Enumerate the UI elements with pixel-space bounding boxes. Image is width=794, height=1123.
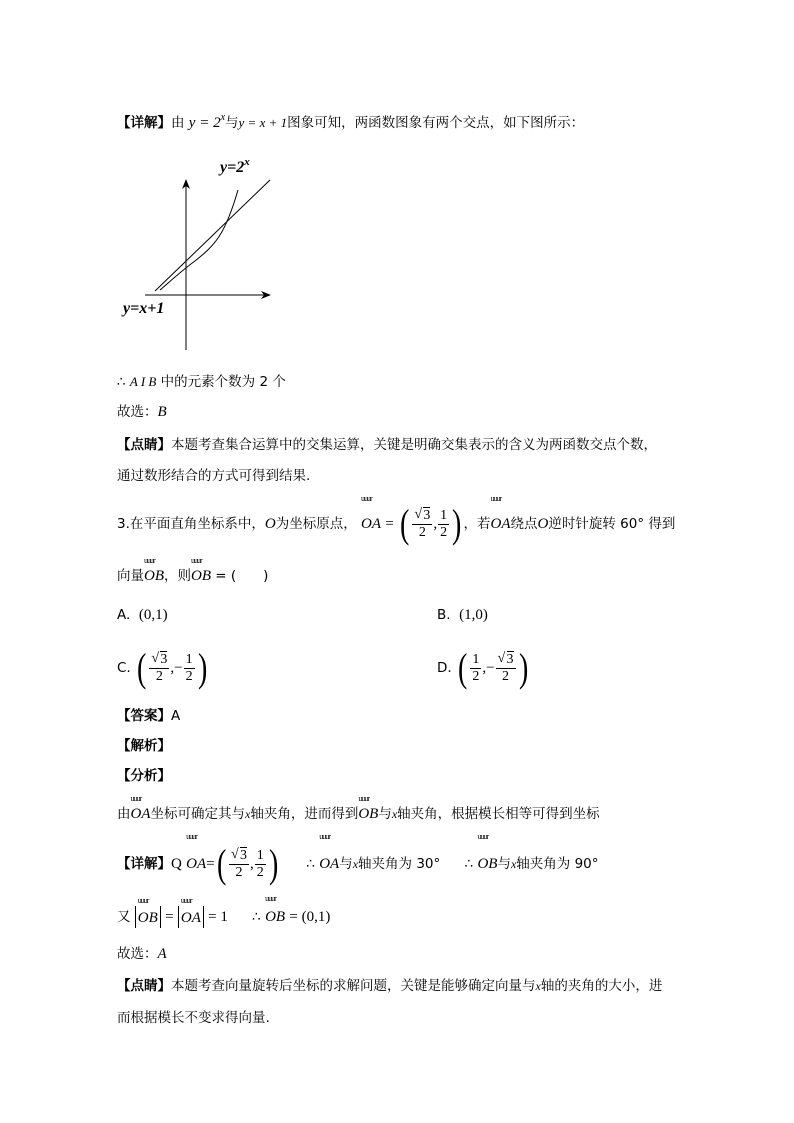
detail-tag: 【详解】 — [117, 856, 171, 872]
comment-line-1 — [117, 435, 657, 455]
option-d — [437, 646, 530, 690]
text: 图象可知，两函数图象有两个交点，如下图所示： — [287, 115, 585, 131]
text: 逆时针旋转 60° 得到 — [548, 516, 676, 532]
choose-line-1 — [117, 402, 167, 422]
text: 轴夹角，进而得到 — [250, 806, 359, 822]
comment2-line-2: 而根据模长不变求得向量. — [117, 1010, 270, 1026]
option-value: (1,0) — [459, 607, 488, 623]
analysis-tag: 【解析】 — [117, 738, 171, 754]
fenxi-line — [117, 794, 600, 824]
question-3-stem — [117, 494, 676, 546]
line-label: y=x+1 — [123, 300, 165, 317]
comment2-line-1: 【点睛】本题考查向量旋转后坐标的求解问题，关键是能够确定向量与x轴的夹角的大小，进 — [117, 978, 663, 994]
also-line: 又 uuur OB = uuur OA = 1 ∴ uuur OB = (0,1) — [117, 904, 330, 930]
text: 绕点 — [510, 516, 538, 532]
answer-value: A — [171, 708, 181, 724]
text: 本题考查集合运算中的交集运算，关键是明确交集表示的含义为两函数交点个数， — [171, 437, 657, 453]
choice-answer: B — [157, 404, 167, 420]
function-graph — [115, 150, 285, 360]
text: 中的元素个数为 2 个 — [160, 374, 286, 390]
detail-tag: 【详解】 — [117, 115, 171, 131]
text: 由 — [171, 115, 185, 131]
vector-ob: uuur OB — [265, 894, 286, 925]
vector-oa: uuur OA — [130, 794, 151, 822]
detail-line-1 — [117, 108, 584, 133]
exp-label: $y=2^x$ — [220, 156, 250, 176]
text: 坐标可确定其与 — [150, 806, 245, 822]
text: 与 — [225, 115, 239, 131]
vector-oa: uuur OA — [490, 494, 511, 532]
vector-ob: uuur OB — [144, 556, 164, 584]
option-value: ( √ $\frac{3}{2}$ ,− $\frac{1}{2}$ ) — [135, 646, 209, 690]
detail2-line: 【详解】Q uuur OA= ( √ $\frac{3}{2}$ , $\frac{1}{2}$ ) ∴ uuur OA与x轴夹角为 30° ∴ uuur OB与x轴夹角为 90° — [117, 842, 599, 886]
option-value: (0,1) — [138, 607, 168, 623]
option-label: B. — [437, 607, 451, 623]
option-a — [117, 605, 168, 625]
text: 通过数形结合的方式可得到结果. — [117, 468, 311, 484]
option-label: D. — [437, 660, 452, 676]
text: 故选： — [117, 404, 158, 420]
text: 为坐标原点， — [275, 516, 357, 532]
vector-oa: uuur OA — [361, 494, 382, 532]
therefore-symbol: ∴ — [117, 374, 126, 390]
comment-tag: 【点睛】 — [117, 437, 171, 453]
vector-ob: uuur OB — [191, 556, 211, 584]
text: 向量 — [117, 568, 144, 584]
vector-ob: uuur OB — [358, 794, 379, 822]
therefore-line — [117, 372, 286, 392]
vector-oa: uuur OA — [319, 832, 340, 872]
text: 与 — [378, 806, 392, 822]
point-o: O — [537, 516, 549, 532]
answer-tag: 【答案】 — [117, 708, 171, 724]
fenxi-tag: 【分析】 — [117, 768, 171, 784]
option-value: ( $\frac{1}{2}$ ,− √ $\frac{3}{2}$ ) — [456, 646, 530, 690]
comment-line-2 — [117, 466, 310, 486]
question-3-stem-2 — [117, 556, 269, 586]
norm-ob: uuur OB — [135, 906, 161, 928]
vector-oa-value: ( √ $\frac{3}{2}$ , $\frac{1}{2}$ ) — [215, 842, 280, 886]
point-o: O — [264, 516, 276, 532]
line-curve — [155, 180, 270, 291]
text: = ( ) — [211, 568, 269, 584]
option-label: A. — [117, 607, 131, 623]
x-var: x — [245, 807, 251, 821]
text: ，则 — [164, 568, 191, 584]
x-var: x — [391, 807, 398, 821]
comment-tag: 【点睛】 — [117, 978, 171, 994]
answer-line — [117, 706, 180, 726]
norm-oa: uuur OA — [178, 906, 204, 928]
equals: = — [385, 516, 394, 532]
vector-ob: uuur OB — [477, 832, 498, 872]
text: 3.在平面直角坐标系中， — [117, 516, 265, 532]
vector-oa: uuur OA — [186, 832, 207, 872]
option-label: C. — [117, 660, 131, 676]
result: = (0,1) — [289, 909, 331, 925]
choice-answer: A — [157, 946, 167, 962]
option-c — [117, 646, 209, 690]
text: 由 — [117, 806, 131, 822]
formula-line: y = x + 1 — [238, 115, 288, 130]
formula-exp: $y = 2^x$ — [188, 112, 226, 131]
because-symbol: Q — [171, 856, 182, 872]
option-b — [437, 605, 488, 625]
text: ，若 — [463, 516, 491, 532]
vector-oa-value: ( √ $\frac{3}{2}$ , $\frac{1}{2}$ ) — [398, 504, 463, 544]
choose-line-2: 故选：A — [117, 946, 167, 962]
set-expr: A I B — [129, 374, 157, 389]
text: 轴夹角，根据模长相等可得到坐标 — [397, 806, 600, 822]
